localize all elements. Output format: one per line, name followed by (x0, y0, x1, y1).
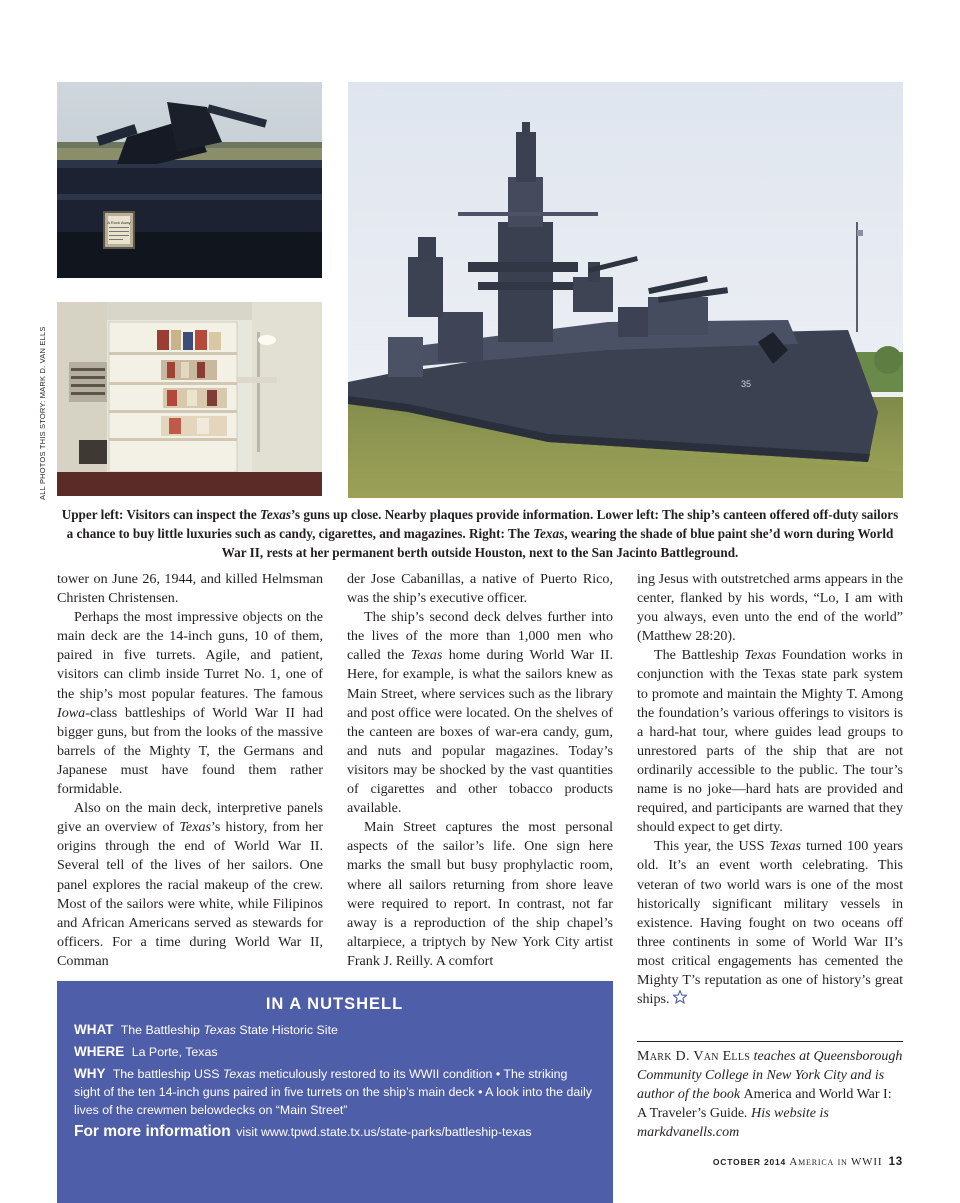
plaque-text: A Rock Away (107, 220, 131, 225)
photo-canteen (57, 302, 322, 496)
paragraph: der Jose Cabanillas, a native of Puerto Rico, was the ship’s executive officer. (347, 571, 613, 607)
bio-divider (637, 1041, 903, 1042)
website-link[interactable]: visit www.tpwd.state.tx.us/state-parks/battleship-texas (236, 1125, 532, 1139)
body-column-1 (57, 570, 323, 971)
nutshell-why: WHY The battleship USS Texas meticulously restored to its WWII condition • The striking sight of the ten 14-inch guns paired in five turrets on the ship’s main deck • A look into the daily lives of the crewmen belowdecks on “Main Street” (74, 1066, 592, 1117)
photo-guns (57, 82, 322, 278)
paragraph: The Battleship Texas Foundation works in conjunction with the Texas state park system to promote and maintain the Mighty T. Among the foundation’s various offerings to visitors is a hard-hat tour, where guides lead groups to unrestored parts of the ship that are not ordinarily accessible to the public. The tour’s name is no joke—hard hats are provided and required, and participants are warned that they should expect to get dirty. (637, 647, 903, 836)
body-column-2 (347, 570, 613, 971)
body-column-3 (637, 570, 903, 1009)
paragraph: This year, the USS Texas turned 100 years old. It’s an event worth celebrating. This veteran of two world wars is one of the most historically significant military vessels in existence. Having fought on two oceans off three continents in some of World War II’s most critical engagements has cemented the Mighty T’s reputation as one of history’s great ships. (637, 838, 904, 1008)
paragraph: The ship’s second deck delves further into the lives of the more than 1,000 men who called the Texas home during World War II. Here, for example, is what the sailors knew as Main Street, where services such as the library and post office were located. On the shelves of the canteen are boxes of war-era candy, gum, and nuts and popular magazines. Today’s visitors may be shocked by the vast quantities of cigarettes and other tobacco products available. (347, 609, 613, 817)
hull-number: 35 (741, 379, 752, 389)
author-bio: Mark D. Van Ells teaches at Queensborough Community College in New York City and is author of the book America and World War I: A Traveler’s Guide. His website is markdvanells.com (637, 1049, 903, 1141)
paragraph: tower on June 26, 1944, and killed Helmsman Christen Christensen. (57, 571, 323, 607)
star-icon (673, 990, 687, 1004)
nutshell-box (57, 981, 613, 1203)
paragraph: Perhaps the most impressive objects on the main deck are the 14-inch guns, 10 of them, paired in five turrets. Agile, and patient, visitors can climb inside Turret No. 1, one of the ship’s most popular features. The famous Iowa-class battleships of World War II had bigger guns, but from the looks of the massive barrels of the Mighty T, the Germans and Japanese must have found them rather formidable. (57, 609, 323, 798)
nutshell-what: WHAT The Battleship Texas State Historic Site (74, 1022, 338, 1037)
nutshell-title: IN A NUTSHELL (265, 995, 404, 1013)
paragraph: ing Jesus with outstretched arms appears in the center, flanked by his words, “Lo, I am with you always, even unto the end of the world” (Matthew 28:20). (637, 571, 903, 645)
page-number: 13 (888, 1156, 903, 1168)
photo-credit: ALL PHOTOS THIS STORY: MARK D. VAN ELLS (38, 326, 47, 500)
paragraph: Main Street captures the most personal aspects of the sailor’s life. One sign here marks the small but busy prophylactic room, where all sailors returning from shore leave were required to report. In contrast, not far away is a reproduction of the ship chapel’s altarpiece, a triptych by New York City artist Frank J. Reilly. A comfort (347, 819, 613, 969)
page-footer: OCTOBER 2014 America in WWII 13 (712, 1156, 903, 1168)
photo-battleship (348, 82, 903, 498)
nutshell-where: WHERE La Porte, Texas (74, 1044, 218, 1059)
paragraph: Also on the main deck, interpretive panels give an overview of Texas’s history, from her origins through the end of World War II. Several tell of the lives of her sailors. One panel explores the racial makeup of the crew. Most of the sailors were white, while Filipinos and African Americans served as stewards for officers. For a time during World War II, Comman (57, 800, 324, 969)
nutshell-more-info: For more information visit www.tpwd.state.tx.us/state-parks/battleship-texas (74, 1123, 532, 1140)
photo-caption: Upper left: Visitors can inspect the Texas’s guns up close. Nearby plaques provide information. Lower left: The ship’s canteen offered off-duty sailors a chance to buy little luxuries such as candy, cigarettes, and magazines. Right: The Texas, wearing the shade of blue paint she’d worn during World War II, rests at her permanent berth outside Houston, next to the San Jacinto Battleground. (61, 507, 899, 560)
